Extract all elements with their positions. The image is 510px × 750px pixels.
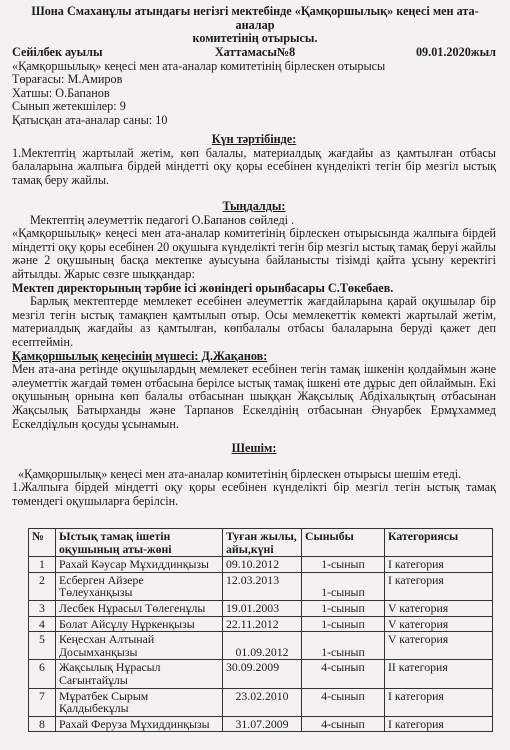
class: 1-сынып (302, 616, 385, 632)
row-number: 6 (29, 660, 56, 688)
birthdate: 31.07.2009 (223, 716, 302, 732)
table-row (29, 616, 493, 632)
class: 1-сынып (302, 557, 385, 573)
class: 1-сынып (302, 632, 385, 660)
category: І категория (385, 716, 493, 732)
decision-text-1: «Қамқоршылық» кеңесі мен ата-аналар комитетінің бірлескен отырысы шешім етеді. (18, 466, 462, 481)
category: V категория (385, 632, 493, 660)
table-row (29, 572, 493, 600)
class: 1-сынып (302, 600, 385, 616)
student-name: Кеңесхан Алтынай Досымханқызы (56, 632, 223, 660)
speaker-3: Қамқоршылық кеңесінің мүшесі: Д.Жақанов: (12, 348, 268, 363)
col-number: № (29, 529, 56, 557)
speaker-2: Мектеп директорының тәрбие ісі жөніндегі орынбасары С.Төкебаев. (12, 280, 394, 295)
category: ІІ категория (385, 660, 493, 688)
agenda-title: Күн тәртібінде: (211, 132, 297, 146)
category: V категория (385, 600, 493, 616)
category: V категория (385, 616, 493, 632)
table-row (29, 557, 493, 573)
class: 4-сынып (302, 688, 385, 716)
meeting-description: «Қамқоршылық» кеңесі мен ата-аналар комитетінің бірлескен отырысы (12, 58, 386, 73)
table-row (29, 660, 493, 688)
row-number: 7 (29, 688, 56, 716)
heard-text-1: «Қамқоршылық» кеңесі мен ата-аналар комитетінің бірлескен отырысында жалпыға бірдей міндетті оқу қоры есебінен 20 оқушыға күнделікті тегін бір мезгіл ыстық тамақ беруі жайлы және 2 оқушының басқа мектепке ауысуына байланысты тізімді қайта ұсыну керектігі айтылды. Жарыс сөзге шыққандар: (12, 226, 496, 281)
category: І категория (385, 688, 493, 716)
col-class: Сыныбы (302, 529, 385, 557)
birthdate: 30.09.2009 (223, 660, 302, 688)
secretary: Хатшы: О.Бапанов (12, 85, 110, 100)
student-name: Болат Айсұлу Нұркенқызы (56, 616, 223, 632)
table-row (29, 632, 493, 660)
birthdate: 22.11.2012 (223, 616, 302, 632)
meeting-date: 09.01.2020жыл (415, 45, 496, 59)
table-row (29, 600, 493, 616)
decision-text-2: 1.Жалпыға бірдей міндетті оқу қоры есебінен күнделікті бір мезгіл тегін ыстық тамақ төмендегі оқушыларға берілсін. (12, 480, 496, 508)
col-category: Категориясы (385, 529, 493, 557)
heard-section (12, 200, 496, 431)
header-line-1: Шона Смаханұлы атындағы негізгі мектебінде «Қамқоршылық» кеңесі мен ата-аналар (31, 4, 479, 32)
birthdate: 23.02.2010 (223, 688, 302, 716)
heard-text-2: Барлық мектептерде мемлекет есебінен әлеуметтік жағдайларына қарай оқушылар бір мезгіл тегін ыстық тамақпен қамтылып отыр. Осы мемлекеттік көмекті жартылай жетім, материалдық жағдайы аз қамтылған, көпбалалы отбасы балаларына беруді қажет деп есептеймін. (12, 294, 496, 349)
decision-section (12, 442, 496, 508)
table-row (29, 688, 493, 716)
parents-count: Қатысқан ата-аналар саны: 10 (12, 112, 168, 127)
row-number: 4 (29, 616, 56, 632)
meeting-place: Сейілбек ауылы (12, 45, 103, 59)
row-number: 2 (29, 572, 56, 600)
header-line-2: комитетінің отырысы. (192, 31, 318, 46)
meeting-meta (12, 46, 496, 128)
speaker-1: Мектептің әлеуметтік педагогі О.Бапанов сөйледі . (30, 212, 295, 227)
agenda-section (12, 133, 496, 187)
decision-title: Шешім: (231, 441, 277, 455)
row-number: 1 (29, 557, 56, 573)
protocol-number: Хаттамасы№8 (214, 44, 296, 59)
category: І категория (385, 557, 493, 573)
row-number: 8 (29, 716, 56, 732)
class: 1-сынып (302, 572, 385, 600)
agenda-text: 1.Мектептің жартылай жетім, көп балалы, материалдық жағдайы аз қамтылған отбасы балаларына жалпыға бірдей міндетті оқу қоры есебінен күнделікті тегін бір мезгіл ыстық тамақ беру жайлы. (12, 145, 496, 187)
birthdate: 12.03.2013 (223, 572, 302, 600)
heard-text-3: Мен ата-ана ретінде оқушылардың мемлекет есебінен тегін тамақ ішкенін қолдаймын және әлеуметтік жағдай төмен отбасына берілсе ыстық тамақ ішкені өте дұрыс деп ойлаймын. Екі оқушының орнына көп балалы отбасынан шыққан Жақсылық Абдіхалықтың отбасынан Жақсылық Батырханды және Тарпанов Ескелдінің отбасынан Әнуарбек Ермұхаммед Ескелдіұлын қосуды ұсынамын. (12, 362, 496, 431)
class: 4-сынып (302, 716, 385, 732)
row-number: 5 (29, 632, 56, 660)
chair: Төрағасы: М.Амиров (12, 72, 123, 87)
students-table (28, 528, 493, 732)
class: 4-сынып (302, 660, 385, 688)
heard-title: Тыңдалды: (222, 199, 286, 213)
student-name: Рахай Кәусар Мұхиддинқызы (56, 557, 223, 573)
class-teachers: Сынып жетекшілер: 9 (12, 99, 126, 114)
category: І категория (385, 572, 493, 600)
place-date-row (12, 46, 496, 60)
birthdate: 09.10.2012 (223, 557, 302, 573)
row-number: 3 (29, 600, 56, 616)
table-header-row (29, 529, 493, 557)
birthdate: 01.09.2012 (223, 632, 302, 660)
col-name: Ыстық тамақ ішетін оқушының аты-жөні (56, 529, 223, 557)
student-name: Жақсылық Нұрасыл Сағынтайұлы (56, 660, 223, 688)
student-name: Лесбек Нұрасыл Төлегенұлы (56, 600, 223, 616)
student-name: Есберген Айзере Төлеуханқызы (56, 572, 223, 600)
student-name: Мұратбек Сырым Қалдыбекұлы (56, 688, 223, 716)
student-name: Рахай Феруза Мұхиддинқызы (56, 716, 223, 732)
birthdate: 19.01.2003 (223, 600, 302, 616)
table-row (29, 716, 493, 732)
col-birthdate: Туған жылы, айы,күні (223, 529, 302, 557)
